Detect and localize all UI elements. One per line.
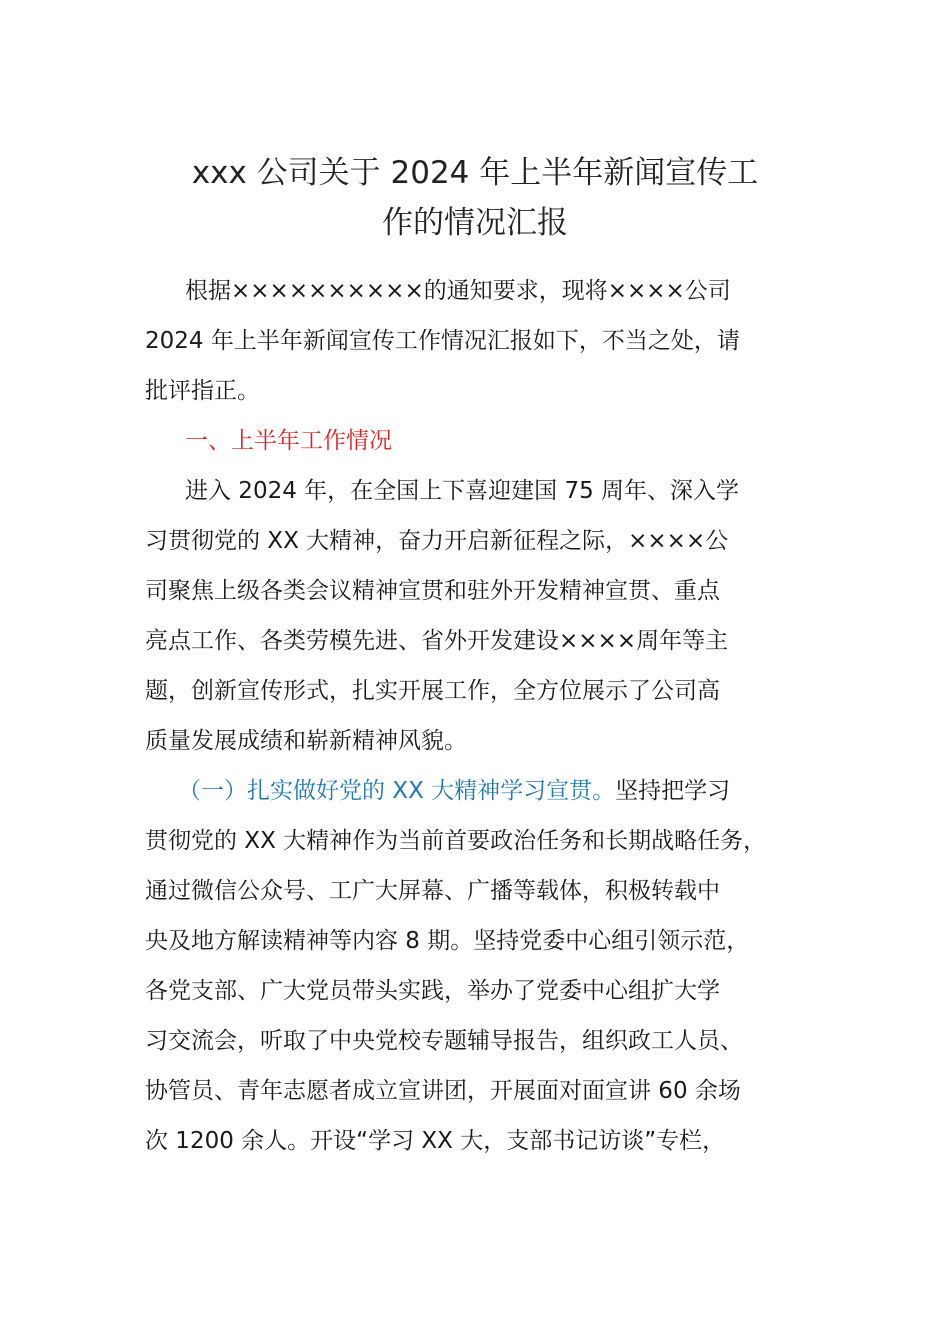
section-1-line-2: 习贯彻党的 XX 大精神，奋力开启新征程之际，××××公 bbox=[145, 528, 729, 554]
subsection-1-line-5: 各党支部、广大党员带头实践，举办了党委中心组扩大学 bbox=[145, 978, 720, 1004]
subsection-1-heading: （一）扎实做好党的 XX 大精神学习宣贯。 bbox=[178, 778, 616, 804]
intro-line-1: 根据××××××××××的通知要求，现将××××公司 bbox=[185, 278, 731, 304]
section-1-line-5: 题，创新宣传形式，扎实开展工作，全方位展示了公司高 bbox=[145, 678, 720, 704]
subsection-1-line-7: 协管员、青年志愿者成立宣讲团，开展面对面宣讲 60 余场 bbox=[145, 1078, 741, 1104]
subsection-1-first-line-text: 坚持把学习 bbox=[615, 778, 731, 804]
subsection-1-first-line bbox=[178, 766, 868, 816]
intro-line-3: 批评指正。 bbox=[145, 378, 260, 404]
subsection-1-line-2: 贯彻党的 XX 大精神作为当前首要政治任务和长期战略任务， bbox=[145, 828, 767, 854]
subsection-1-line-6: 习交流会，听取了中央党校专题辅导报告，组织政工人员、 bbox=[145, 1028, 743, 1054]
document-title-line-2: 作的情况汇报 bbox=[382, 205, 568, 241]
section-1-line-3: 司聚焦上级各类会议精神宣贯和驻外开发精神宣贯、重点 bbox=[145, 578, 720, 604]
subsection-1-line-8: 次 1200 余人。开设“学习 XX 大，支部书记访谈”专栏， bbox=[145, 1128, 726, 1154]
intro-line-2: 2024 年上半年新闻宣传工作情况汇报如下，不当之处，请 bbox=[145, 328, 740, 354]
section-1-line-6: 质量发展成绩和崭新精神风貌。 bbox=[145, 728, 467, 754]
document-title-line-1: xxx 公司关于 2024 年上半年新闻宣传工 bbox=[191, 155, 759, 191]
section-1-line-1: 进入 2024 年，在全国上下喜迎建国 75 周年、深入学 bbox=[185, 478, 740, 504]
section-1-line-4: 亮点工作、各类劳模先进、省外开发建设××××周年等主 bbox=[145, 628, 729, 654]
subsection-1-line-3: 通过微信公众号、工广大屏幕、广播等载体，积极转载中 bbox=[145, 878, 720, 904]
section-1-heading: 一、上半年工作情况 bbox=[185, 428, 392, 454]
subsection-1-line-4: 央及地方解读精神等内容 8 期。坚持党委中心组引领示范， bbox=[145, 928, 750, 954]
